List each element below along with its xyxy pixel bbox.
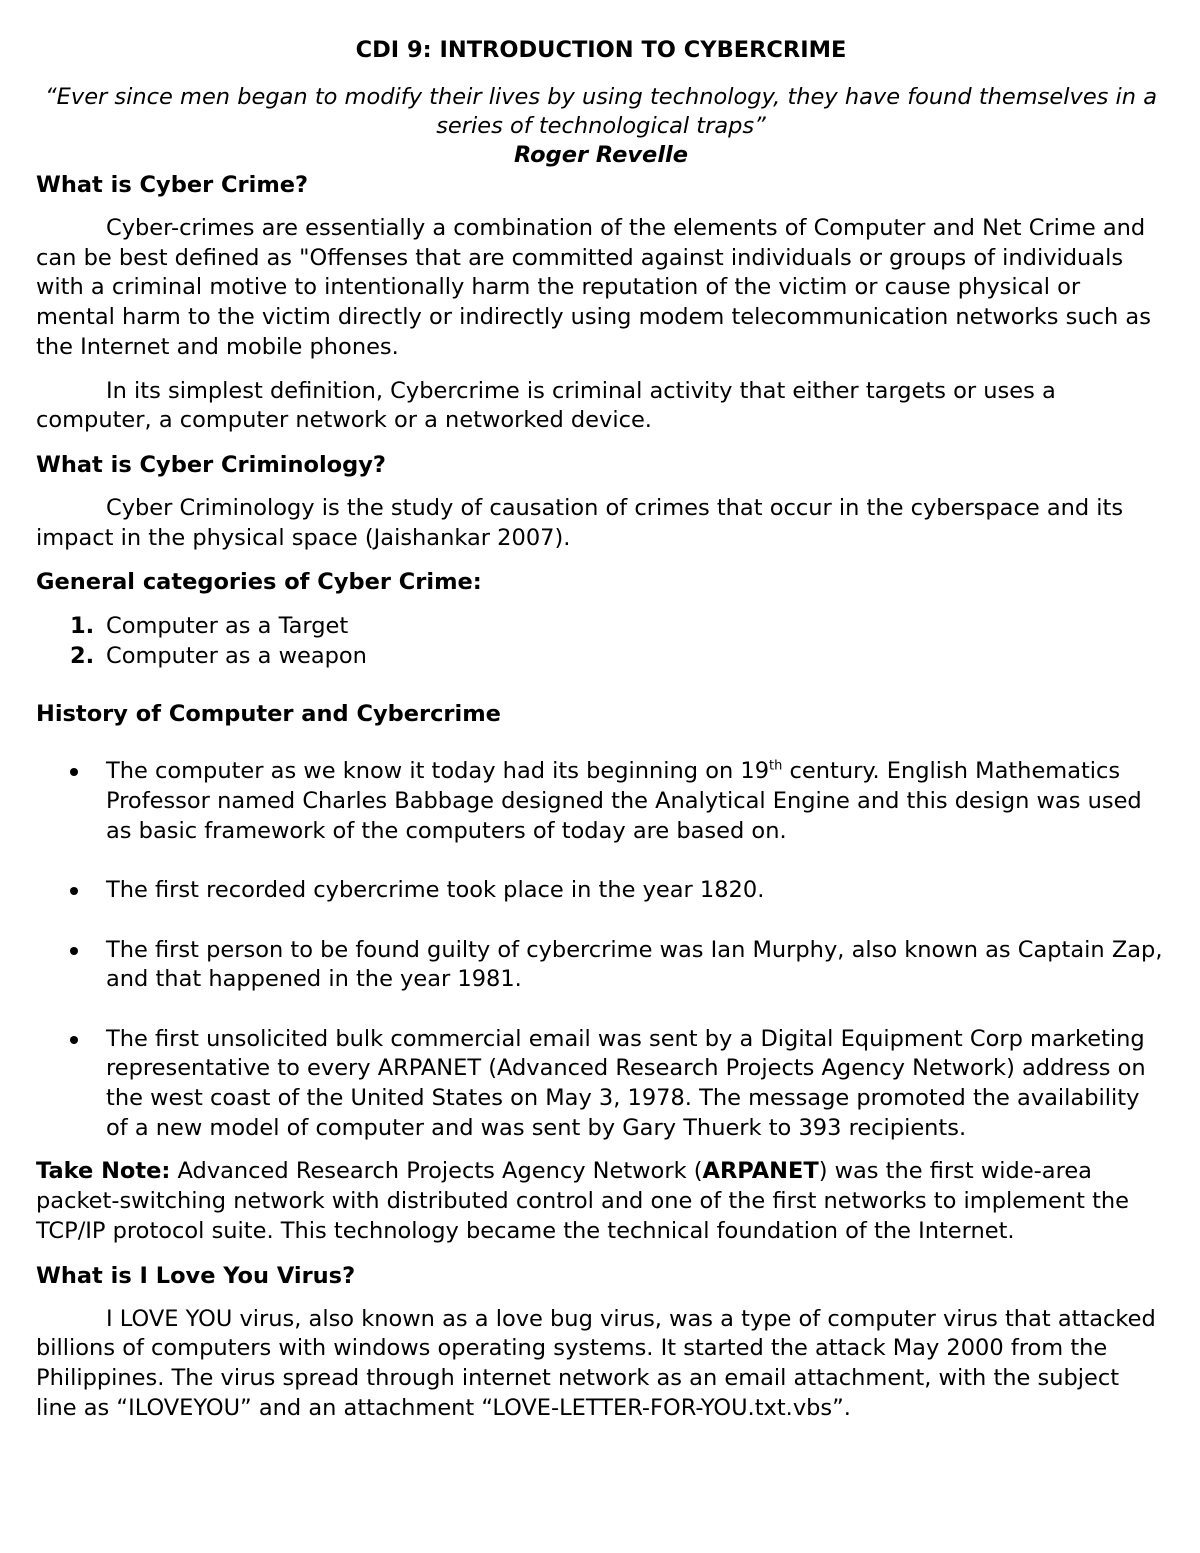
paragraph-cyber-crime-simple: In its simplest definition, Cybercrime is criminal activity that either targets or uses a computer, a computer network or a networked device. <box>36 377 1056 434</box>
bullet-icon <box>70 768 78 776</box>
take-note-label: Take Note: <box>36 1158 171 1185</box>
bullet-icon <box>70 947 78 955</box>
history-item-1820: The first recorded cybercrime took place in the year 1820. <box>106 877 765 904</box>
list-item <box>36 1025 1166 1144</box>
arpanet-term: ARPANET <box>702 1158 819 1185</box>
history-item-spam-email: The first unsolicited bulk commercial email was sent by a Digital Equipment Corp marketing representative to every ARPANET (Advanced Research Projects Agency Network) address on the west coast of the United States on May 3, 1978. The message promoted the availability of a new model of computer and was sent by Gary Thuerk to 393 recipients. <box>106 1025 1146 1141</box>
list-number: 2. <box>70 643 95 670</box>
history-item-murphy: The first person to be found guilty of cybercrime was Ian Murphy, also known as Captain Zap, and that happened in the year 1981. <box>106 936 1163 993</box>
document-title: CDI 9: INTRODUCTION TO CYBERCRIME <box>355 37 847 63</box>
paragraph-cyber-crime-definition: Cyber-crimes are essentially a combination of the elements of Computer and Net Crime and can be best defined as "Offenses that are committed against individuals or groups of individuals with a criminal motive to intentionally harm the reputation of the victim or cause physical or mental harm to the victim directly or indirectly using modem telecommunication networks such as the Internet and mobile phones. <box>36 215 1151 360</box>
epigraph-quote: “Ever since men began to modify their lives by using technology, they have found themselves in a series of technological traps” <box>45 84 1157 139</box>
categories-list <box>36 611 1166 671</box>
list-item-text: Computer as a weapon <box>106 643 367 670</box>
history-list <box>36 757 1166 1143</box>
heading-categories: General categories of Cyber Crime: <box>36 569 482 596</box>
list-item <box>36 876 1166 906</box>
list-number: 1. <box>70 613 95 640</box>
heading-love-virus: What is I Love You Virus? <box>36 1262 356 1289</box>
bullet-icon <box>70 887 78 895</box>
history-item-babbage: The computer as we know it today had its beginning on 19th century. English Mathematics Professor named Charles Babbage designed the Analytical Engine and this design was used as basic framework of the computers of today are based on. <box>106 758 1142 844</box>
list-item <box>36 611 1166 641</box>
epigraph-author: Roger Revelle <box>513 142 689 168</box>
list-item <box>36 757 1166 846</box>
heading-cyber-criminology: What is Cyber Criminology? <box>36 451 386 478</box>
document-page <box>36 36 1166 1423</box>
bullet-icon <box>70 1036 78 1044</box>
paragraph-love-virus: I LOVE YOU virus, also known as a love bug virus, was a type of computer virus that attacked billions of computers with windows operating systems. It started the attack May 2000 from the Philippines. The virus spread through internet network as an email attachment, with the subject line as “ILOVEYOU” and an attachment “LOVE-LETTER-FOR-YOU.txt.vbs”. <box>36 1305 1156 1421</box>
list-item <box>36 641 1166 671</box>
list-item-text: Computer as a Target <box>106 613 349 640</box>
heading-cyber-crime: What is Cyber Crime? <box>36 172 309 198</box>
heading-history: History of Computer and Cybercrime <box>36 701 501 728</box>
list-item <box>36 936 1166 995</box>
paragraph-cyber-criminology: Cyber Criminology is the study of causation of crimes that occur in the cyberspace and its impact in the physical space (Jaishankar 2007). <box>36 494 1124 551</box>
take-note-paragraph: Take Note: Advanced Research Projects Agency Network (ARPANET) was the first wide-area packet-switching network with distributed control and one of the first networks to implement the TCP/IP protocol suite. This technology became the technical foundation of the Internet. <box>36 1158 1129 1244</box>
